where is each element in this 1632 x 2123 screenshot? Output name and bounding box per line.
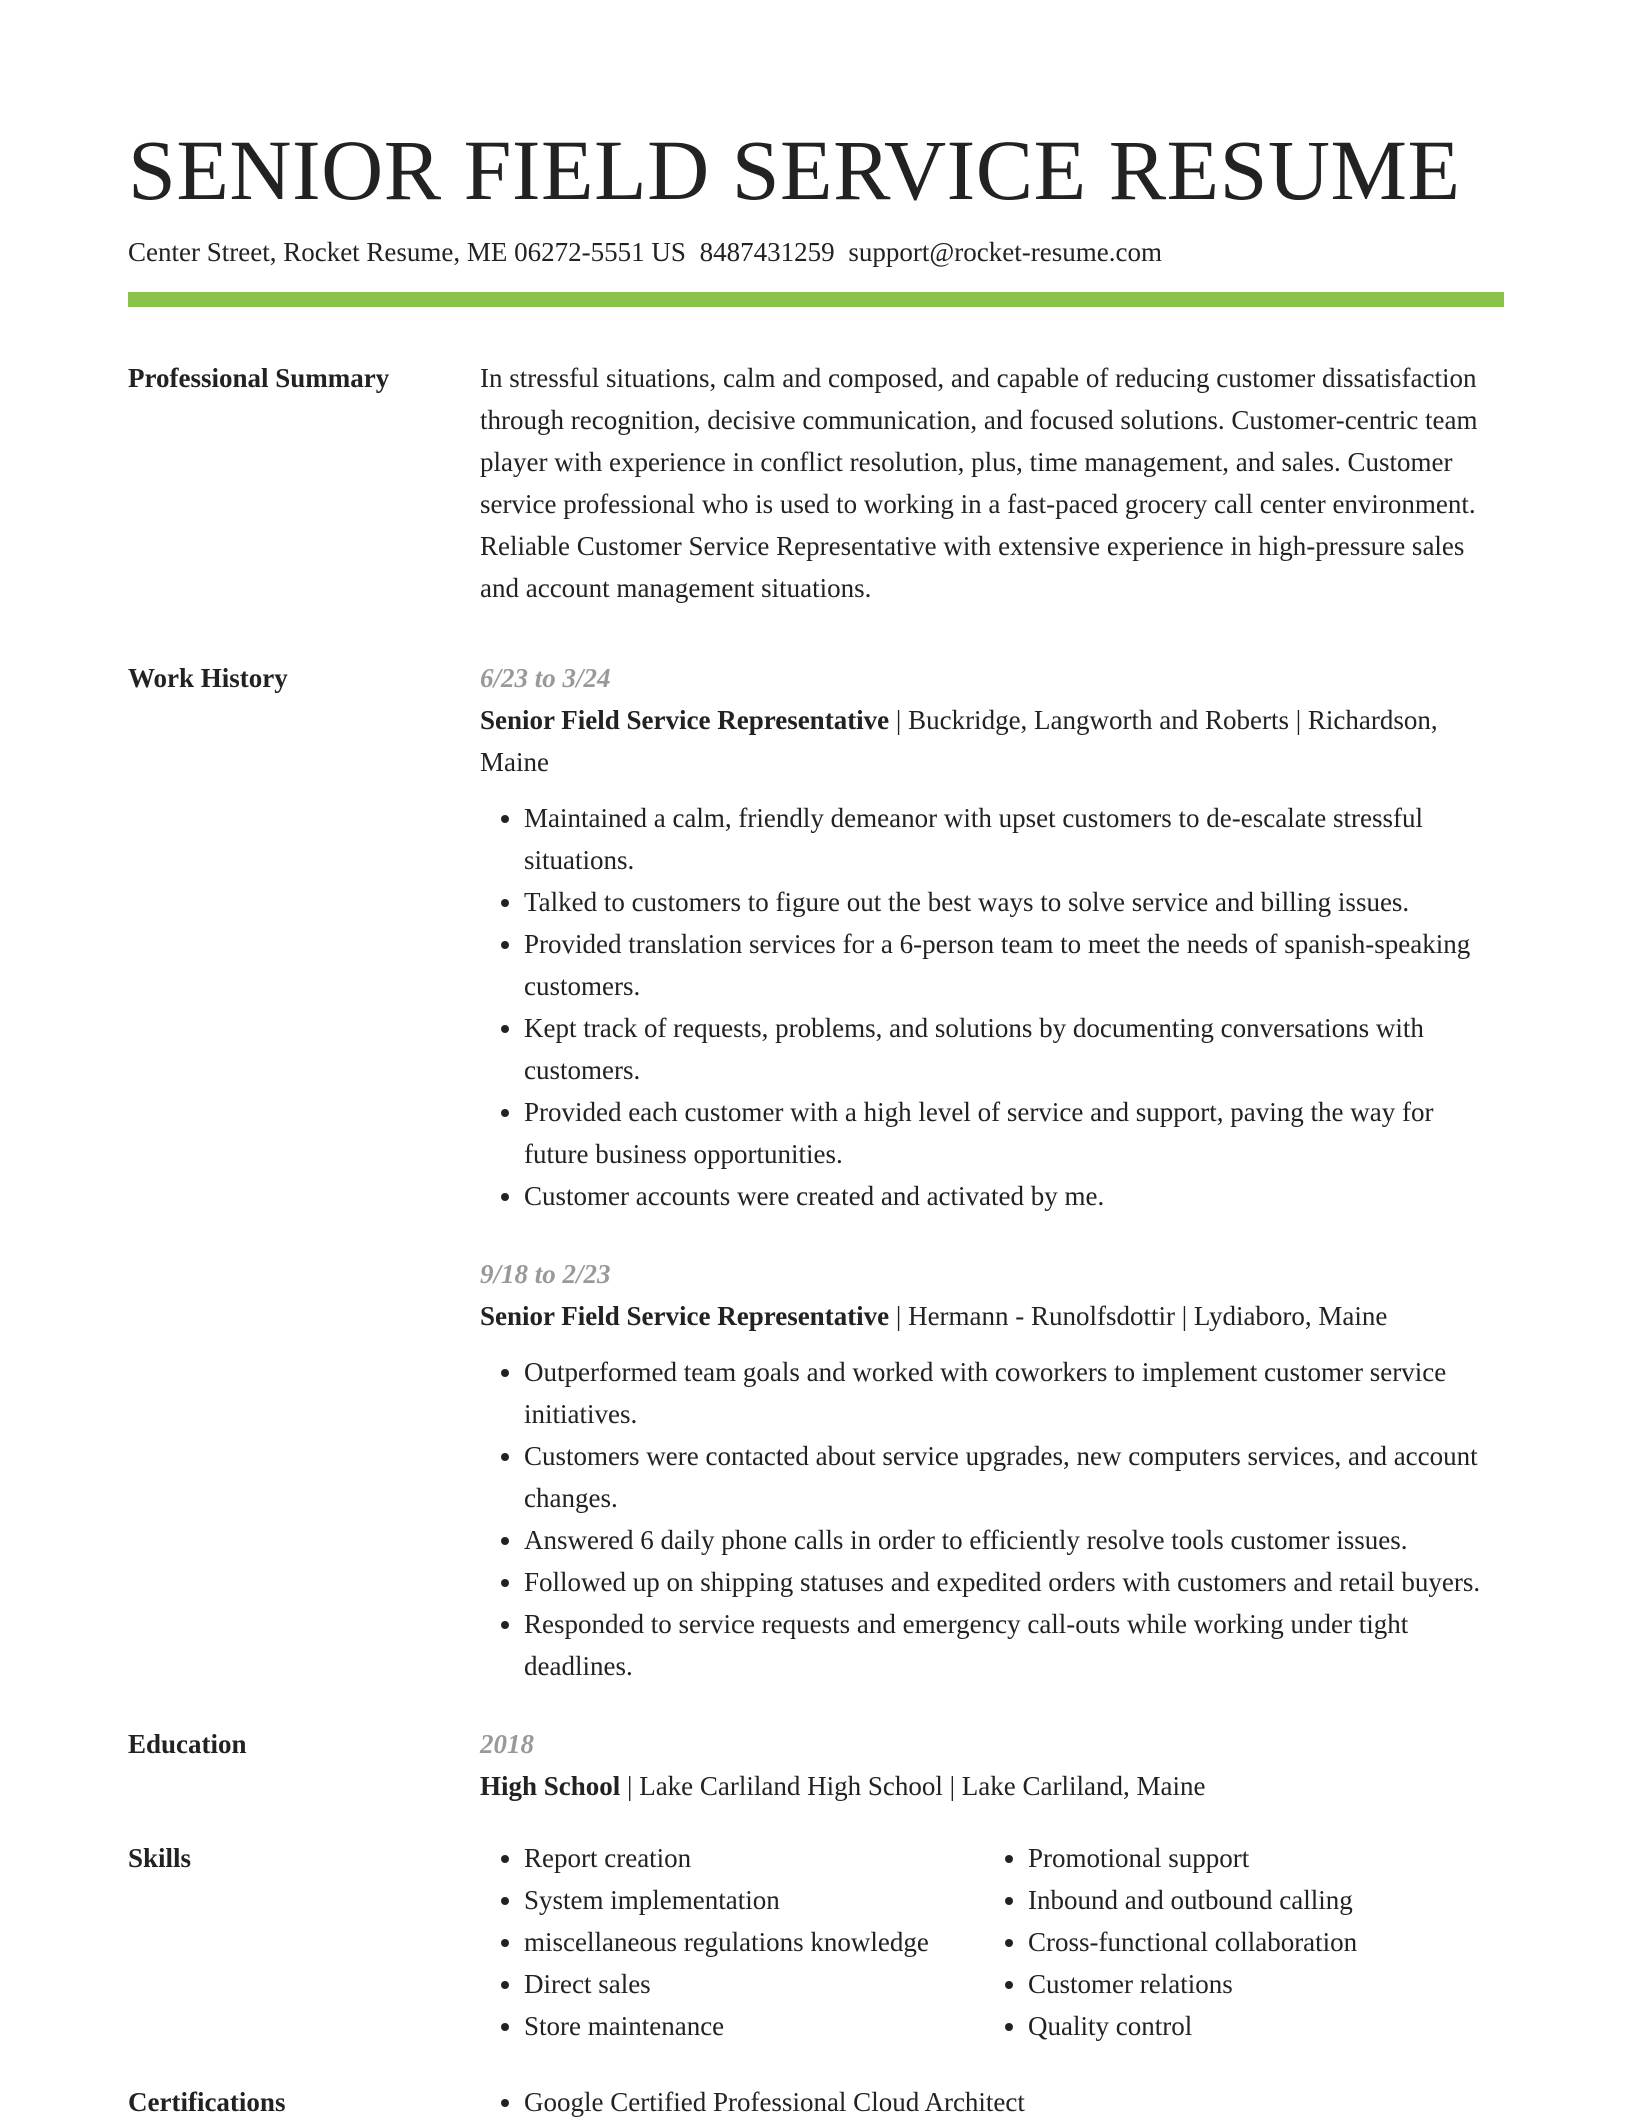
contact-email: support@rocket-resume.com	[848, 237, 1162, 267]
resume-title: SENIOR FIELD SERVICE RESUME	[128, 122, 1461, 218]
contact-phone: 8487431259	[699, 237, 835, 267]
list-item: • Inbound and outbound calling	[1028, 1879, 1488, 1921]
certifications-section	[128, 2081, 1504, 2123]
skills-body	[480, 1837, 1504, 2047]
list-item: • Kept track of requests, problems, and solutions by documenting conversations with customers.	[524, 1007, 1504, 1091]
list-item: • Report creation	[524, 1837, 984, 1879]
resume-page	[128, 118, 1504, 2123]
list-item: • Responded to service requests and emergency call-outs while working under tight deadlines.	[524, 1603, 1504, 1687]
education-details: | Lake Carliland High School | Lake Carliland, Maine	[620, 1771, 1206, 1801]
summary-body	[480, 357, 1504, 609]
summary-text: In stressful situations, calm and composed, and capable of reducing customer dissatisfaction through recognition, decisive communication, and focused solutions. Customer-centric team player with experience in conflict resolution, plus, time management, and sales. Customer service professional who is used to working in a fast-paced grocery call center environment. Reliable Customer Service Representative with extensive experience in high-pressure sales and account management situations.	[480, 363, 1478, 603]
list-item: • Quality control	[1028, 2005, 1488, 2047]
job-bullets	[480, 797, 1504, 1217]
education-label: Education	[128, 1729, 247, 1759]
skills-section	[128, 1837, 1504, 2047]
education-year: 2018	[480, 1729, 534, 1759]
list-item: • Provided translation services for a 6-person team to meet the needs of spanish-speaking customers.	[524, 923, 1504, 1007]
skills-column-1	[480, 1837, 984, 2047]
certifications-body	[480, 2081, 1504, 2123]
list-item: • System implementation	[524, 1879, 984, 1921]
job-heading	[480, 1295, 1504, 1337]
work-history-section	[128, 657, 1504, 1687]
job-dates: 6/23 to 3/24	[480, 663, 611, 693]
job-dates: 9/18 to 2/23	[480, 1259, 611, 1289]
work-history-label: Work History	[128, 663, 288, 693]
job-title: Senior Field Service Representative	[480, 705, 890, 735]
summary-label: Professional Summary	[128, 363, 390, 393]
job-details: | Buckridge, Langworth and Roberts | Richardson, Maine	[480, 705, 1438, 777]
list-item: • Outperformed team goals and worked with coworkers to implement customer service initiatives.	[524, 1351, 1504, 1435]
contact-line	[128, 234, 1504, 270]
list-item: • Followed up on shipping statuses and expedited orders with customers and retail buyers.	[524, 1561, 1504, 1603]
job-heading	[480, 699, 1504, 783]
certifications-list	[480, 2081, 1504, 2123]
work-history-body	[480, 657, 1504, 1687]
education-body	[480, 1723, 1504, 1807]
certifications-label: Certifications	[128, 2087, 286, 2117]
job-details: | Hermann - Runolfsdottir | Lydiaboro, Maine	[889, 1301, 1388, 1331]
job-bullets	[480, 1351, 1504, 1687]
list-item: • Customers were contacted about service upgrades, new computers services, and account changes.	[524, 1435, 1504, 1519]
list-item: • Customer accounts were created and activated by me.	[524, 1175, 1504, 1217]
job-entry	[480, 657, 1504, 1217]
list-item: • Google Certified Professional Cloud Architect	[524, 2081, 1504, 2123]
education-degree: High School	[480, 1771, 621, 1801]
job-title: Senior Field Service Representative	[480, 1301, 890, 1331]
education-section	[128, 1723, 1504, 1807]
list-item: • Store maintenance	[524, 2005, 984, 2047]
list-item: • miscellaneous regulations knowledge	[524, 1921, 984, 1963]
summary-section	[128, 357, 1504, 609]
header-divider	[128, 292, 1504, 307]
list-item: • Cross-functional collaboration	[1028, 1921, 1488, 1963]
list-item: • Direct sales	[524, 1963, 984, 2005]
list-item: • Talked to customers to figure out the best ways to solve service and billing issues.	[524, 881, 1504, 923]
contact-address: Center Street, Rocket Resume, ME 06272-5551 US	[128, 237, 686, 267]
list-item: • Answered 6 daily phone calls in order to efficiently resolve tools customer issues.	[524, 1519, 1504, 1561]
list-item: • Customer relations	[1028, 1963, 1488, 2005]
list-item: • Provided each customer with a high level of service and support, paving the way for future business opportunities.	[524, 1091, 1504, 1175]
skills-column-2	[984, 1837, 1488, 2047]
job-entry	[480, 1253, 1504, 1687]
list-item: • Promotional support	[1028, 1837, 1488, 1879]
education-heading	[480, 1765, 1504, 1807]
list-item: • Maintained a calm, friendly demeanor with upset customers to de-escalate stressful situations.	[524, 797, 1504, 881]
skills-label: Skills	[128, 1843, 192, 1873]
